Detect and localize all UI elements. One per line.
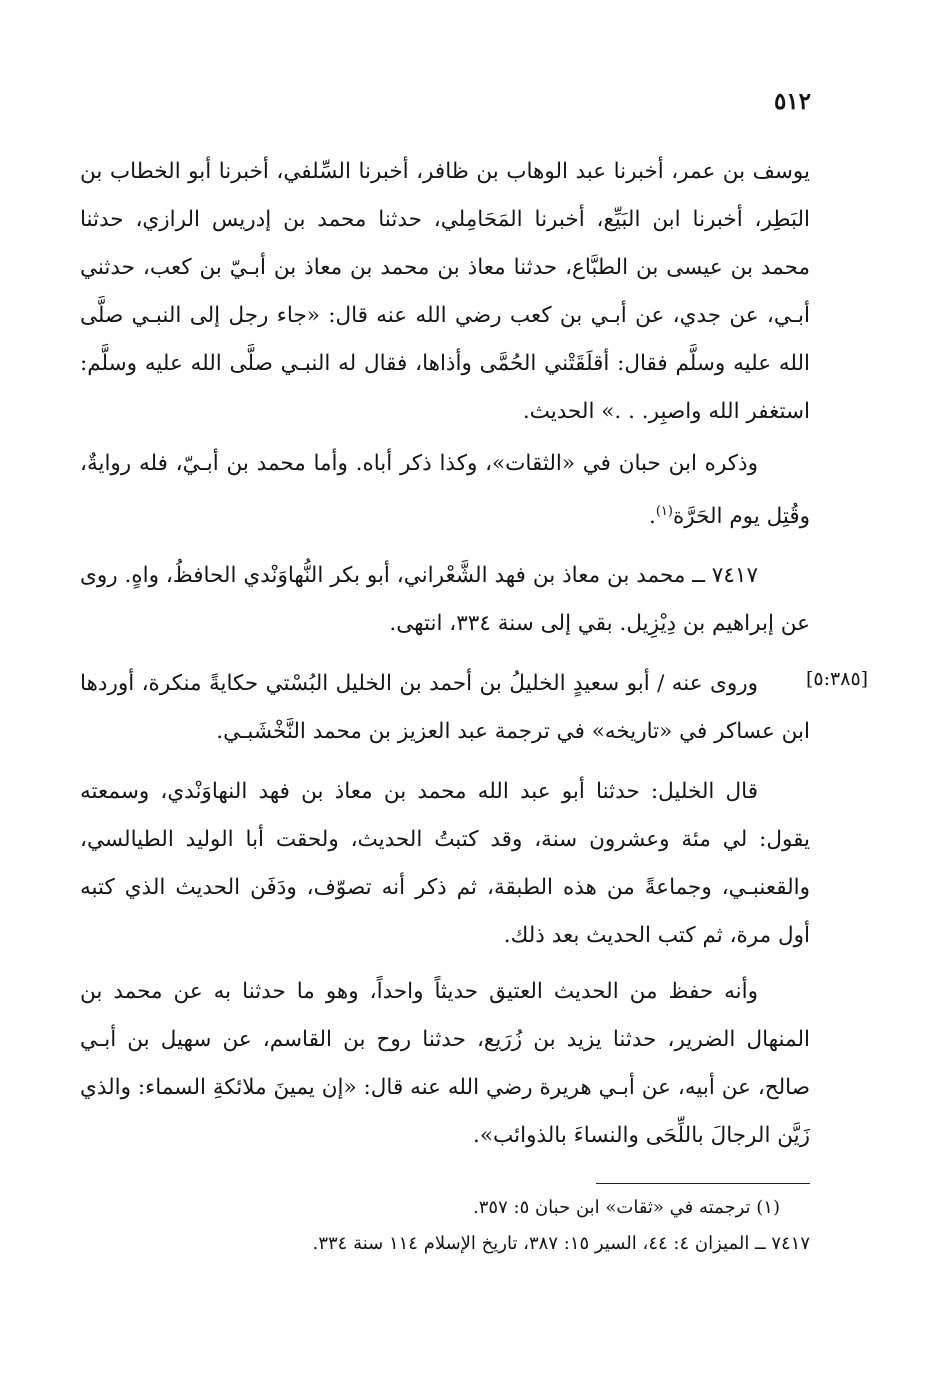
footnote-sources: ٧٤١٧ ــ الميزان ٤: ٤٤، السير ١٥: ٣٨٧، تاريخ الإسلام ١١٤ سنة ٣٣٤.	[312, 1233, 810, 1254]
paragraph-khalil	[80, 660, 810, 756]
footnote-1: (١) ترجمته في «ثقات» ابن حبان ٥: ٣٥٧.	[473, 1197, 780, 1218]
paragraph-end-mark: .	[648, 504, 656, 530]
paragraph-hadith	[80, 968, 810, 1160]
paragraph-text	[80, 440, 810, 541]
entry-7417	[80, 552, 810, 648]
footnote-divider	[596, 1183, 810, 1184]
entry-heading-text: ٧٤١٧ ــ محمد بن معاذ بن فهد الشَّعْراني، أبو بكر النُّهاوَنْدي الحافظُ، واهٍ. روى عن إبراهيم بن دِيْزِيل. بقي إلى سنة ٣٣٤، انتهى.	[80, 563, 810, 636]
paragraph-ibn-hibban	[80, 440, 810, 541]
paragraph-text-body: وذكره ابن حبان في «الثقات»، وكذا ذكر أباه. وأما محمد بن أبـيّ، فله روايةٌ، وقُتِل يوم الحَرَّة	[80, 451, 810, 530]
paragraph-khalil-quote	[80, 768, 810, 960]
page-number: ٥١٢	[773, 88, 811, 115]
paragraph-text: يوسف بن عمر، أخبرنا عبد الوهاب بن ظافر، أخبرنا السِّلفي، أخبرنا أبو الخطاب بن البَطِر، أخبرنا ابن البَيِّع، أخبرنا المَحَامِلي، حدثنا محمد بن إدريس الرازي، حدثنا محمد بن عيسى بن الطبَّاع، حدثنا معاذ بن محمد بن معاذ بن أبـيّ بن كعب، حدثني أبـي، عن جدي، عن أبـي بن كعب رضي الله عنه قال: «جاء رجل إلى النبـي صلَّى الله عليه وسلَّم فقال: أقلَقَتْني الحُمَّى وأذاها، فقال له النبـي صلَّى الله عليه وسلَّم: استغفر الله واصبِر. . .» الحديث.	[80, 159, 810, 424]
paragraph-isnad	[80, 148, 810, 436]
footnote-marker: (١)	[655, 504, 673, 519]
paragraph-text: قال الخليل: حدثنا أبو عبد الله محمد بن معاذ بن فهد النهاوَنْدي، وسمعته يقول: لي مئة وعشرون سنة، وقد كتبتُ الحديث، ولحقت أبا الوليد الطيالسي، والقعنبـي، وجماعةً من هذه الطبقة، ثم ذكر أنه تصوّف، ودَفَن الحديث الذي كتبه أول مرة، ثم كتب الحديث بعد ذلك.	[80, 779, 810, 948]
paragraph-text: وأنه حفظ من الحديث العتيق حديثاً واحداً، وهو ما حدثنا به عن محمد بن المنهال الضرير، حدثنا يزيد بن زُرَيع، حدثنا روح بن القاسم، عن سهيل بن أبـي صالح، عن أبيه، عن أبـي هريرة رضي الله عنه قال: «إن يمينَ ملائكةِ السماء: والذي زَيَّن الرجالَ باللِّحَى والنساءَ بالذوائب».	[80, 979, 810, 1148]
paragraph-text: وروى عنه / أبو سعيدٍ الخليلُ بن أحمد بن الخليل البُسْتي حكايةً منكرة، أوردها ابن عساكر في «تاريخه» في ترجمة عبد العزيز بن محمد النَّخْشَبـي.	[80, 671, 810, 744]
footnotes	[80, 1190, 810, 1262]
margin-reference: [٥:٣٨٥]	[806, 668, 869, 690]
